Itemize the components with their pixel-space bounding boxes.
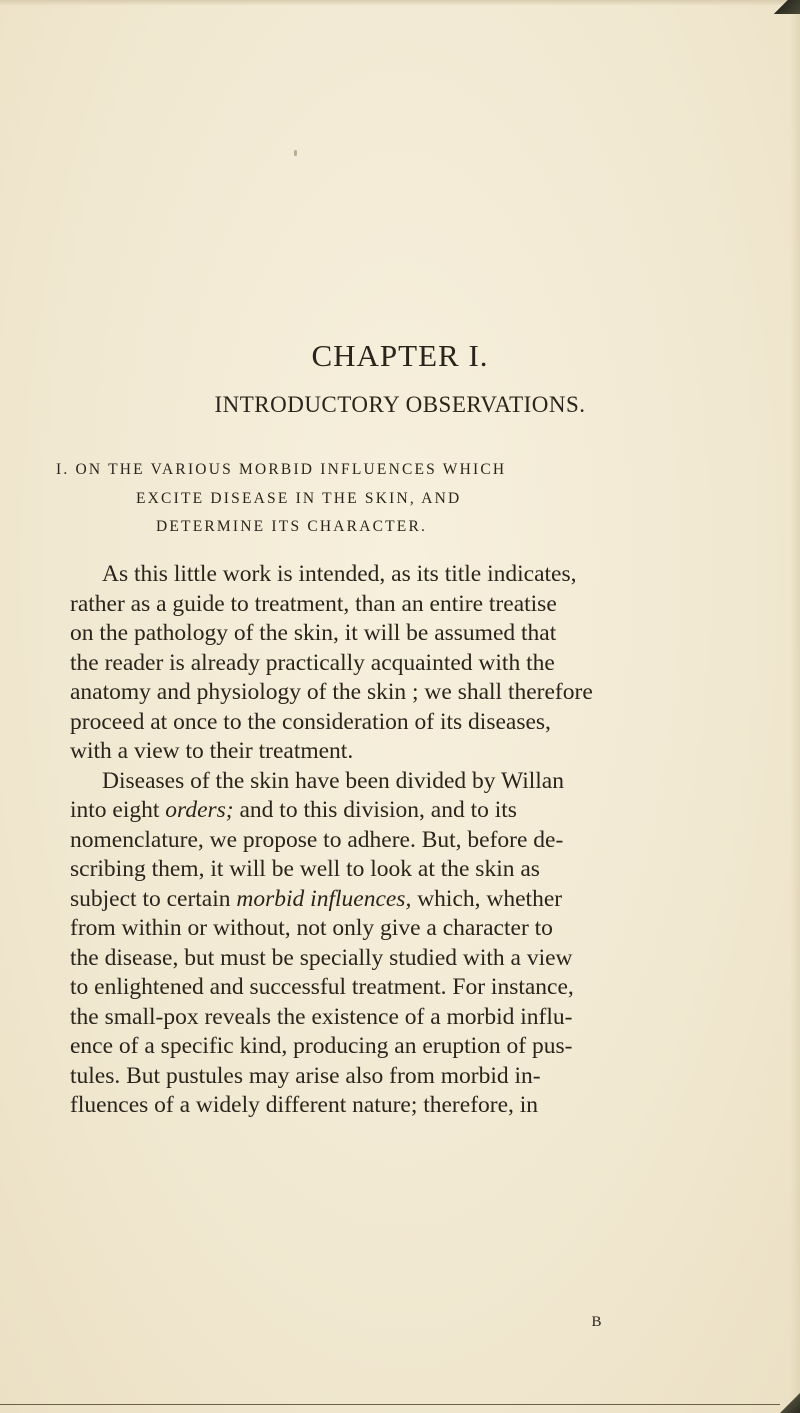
paragraph-1-line: As this little work is intended, as its title indicates, [102,561,577,587]
italic-term: orders; [165,797,234,823]
page-right-edge [790,0,800,1413]
subtitle-line: EXCITE DISEASE IN THE SKIN, AND [136,489,462,507]
chapter-title: CHAPTER I. [311,338,489,373]
page-speck [294,150,297,156]
paragraph-2-line: the disease, but must be specially studied with a view [70,944,573,971]
page-bottom-rule [0,1404,780,1405]
paragraph-2-line: scribing them, it will be well to look at the skin as [70,856,540,882]
paragraph-2-line: to enlightened and successful treatment. For instance, [70,974,574,1000]
text-run: into eight [70,797,166,823]
paragraph-1-line: on the pathology of the skin, it will be assumed that [70,620,557,646]
paragraph-2-line: the small-pox reveals the existence of a morbid influ- [70,1003,573,1030]
section-title: INTRODUCTORY OBSERVATIONS. [214,392,586,417]
paragraph-2-line: from within or without, not only give a character to [70,915,553,941]
subtitle-line: DETERMINE ITS CHARACTER. [156,518,428,535]
page-top-edge [0,0,800,6]
subtitle-line: I. ON THE VARIOUS MORBID INFLUENCES WHICH [56,461,507,478]
paragraph-2-line: nomenclature, we propose to adhere. But, before de- [70,826,564,853]
paragraph-1-line: proceed at once to the consideration of its diseases, [70,708,551,735]
text-run: subject to certain [70,885,237,912]
italic-term: morbid influences, [236,885,412,912]
paragraph-2-line: ence of a specific kind, producing an eruption of pus- [70,1033,573,1059]
paragraph-2-line [70,885,770,915]
scan-corner-mark-top [770,0,800,14]
text-run: and to this division, and to its [233,797,517,823]
paragraph-1-line: anatomy and physiology of the skin ; we shall therefore [70,679,593,705]
paragraph-2-line [70,796,770,826]
paragraph-2-line: fluences of a widely different nature; therefore, in [70,1092,539,1118]
scan-corner-mark-bottom [776,1393,800,1413]
paragraph-2-line: tules. But pustules may arise also from morbid in- [70,1062,541,1089]
paragraph-1-line: with a view to their treatment. [70,738,354,764]
text-run: which, whether [411,885,563,912]
paragraph-1-line: the reader is already practically acquainted with the [70,649,555,676]
paragraph-1-line: rather as a guide to treatment, than an entire treatise [70,590,557,617]
chapter-subtitle [56,456,746,542]
signature-mark: B [591,1314,603,1330]
paragraph-2-line: Diseases of the skin have been divided by Willan [102,767,564,794]
body-text [70,560,770,1121]
